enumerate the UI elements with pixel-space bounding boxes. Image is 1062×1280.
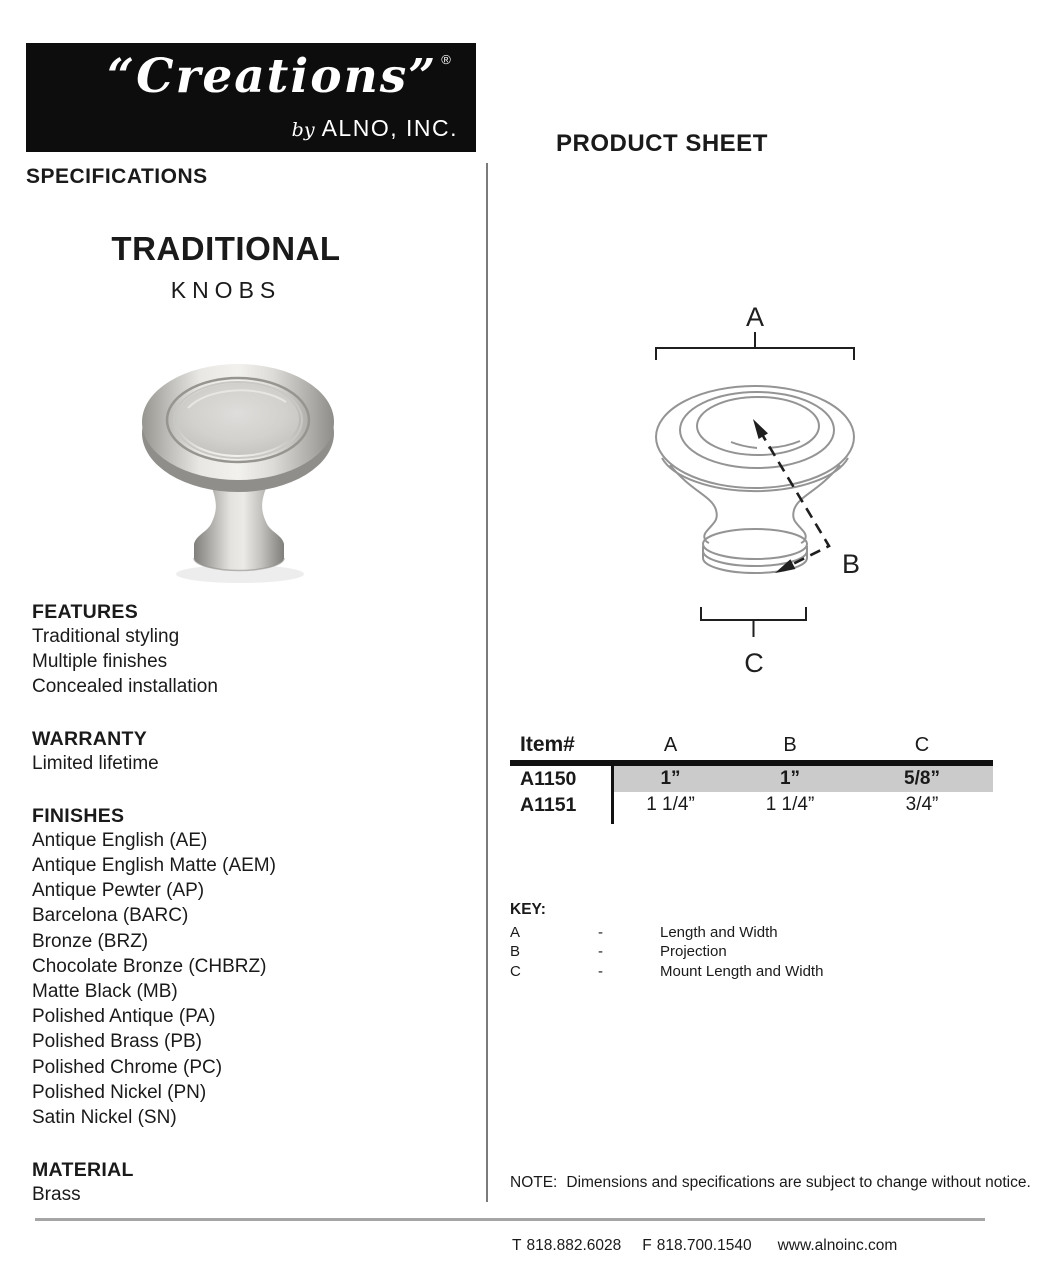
table-row	[510, 792, 993, 818]
finish-item: Antique English (AE)	[32, 829, 208, 851]
disclaimer-note	[510, 1174, 1031, 1192]
warranty-text: Limited lifetime	[32, 752, 159, 774]
phone-number	[512, 1237, 621, 1255]
product-sheet-heading: PRODUCT SHEET	[556, 130, 768, 157]
dimension-diagram	[618, 290, 922, 690]
column-header-b: B	[783, 734, 797, 756]
column-header-c: C	[914, 734, 930, 756]
knob-photo-illustration	[116, 336, 360, 588]
finish-item: Chocolate Bronze (CHBRZ)	[32, 955, 267, 977]
table-body	[510, 766, 993, 818]
footer-contact	[512, 1237, 897, 1255]
finish-item: Polished Nickel (PN)	[32, 1081, 207, 1103]
key-separator: -	[598, 943, 603, 961]
dimensions-table	[510, 732, 993, 818]
key-letter: A	[510, 924, 521, 941]
logo-byline	[292, 115, 458, 142]
finish-item: Polished Antique (PA)	[32, 1006, 216, 1028]
column-divider-line	[486, 163, 488, 1202]
finish-item: Polished Brass (PB)	[32, 1031, 203, 1053]
warranty-heading: WARRANTY	[32, 727, 148, 750]
finish-item: Bronze (BRZ)	[32, 930, 149, 952]
logo-brand-text: “Creations”	[107, 49, 438, 104]
diagram-label-b: B	[842, 549, 861, 579]
key-heading: KEY:	[510, 901, 546, 918]
value-b: 1”	[729, 766, 851, 792]
table-row	[510, 766, 993, 792]
material-heading: MATERIAL	[32, 1159, 134, 1182]
key-letter: B	[510, 943, 521, 961]
website-link: www.alnoinc.com	[777, 1237, 898, 1254]
features-heading: FEATURES	[32, 601, 139, 623]
registered-trademark-icon: ®	[441, 52, 451, 67]
key-row	[510, 923, 950, 942]
product-type-title: KNOBS	[170, 277, 282, 303]
fax-value: 818.700.1540	[656, 1237, 752, 1254]
finish-item: Antique English Matte (AEM)	[32, 855, 276, 877]
column-header-item: Item#	[520, 733, 575, 756]
key-description: Projection	[660, 943, 727, 961]
diagram-label-c: C	[744, 648, 764, 678]
finishes-heading: FINISHES	[32, 804, 125, 827]
creations-logo	[26, 43, 476, 152]
diagram-label-a: A	[745, 302, 765, 332]
key-description: Mount Length and Width	[660, 962, 824, 980]
key-description: Length and Width	[660, 924, 778, 941]
product-family-title: TRADITIONAL	[111, 230, 341, 267]
finish-item: Matte Black (MB)	[32, 981, 178, 1003]
knob-line-art	[656, 386, 854, 573]
fax-number	[642, 1237, 751, 1255]
projection-arrow	[753, 419, 829, 573]
phone-value: 818.882.6028	[526, 1237, 622, 1254]
note-text: Dimensions and specifications are subject to change without notice.	[566, 1174, 1031, 1191]
column-header-a: A	[663, 734, 678, 756]
item-number: A1151	[520, 793, 577, 816]
key-row	[510, 962, 950, 981]
value-b: 1 1/4”	[765, 794, 815, 815]
dimension-key	[510, 900, 950, 981]
logo-by-text: by	[291, 119, 315, 141]
finish-item: Antique Pewter (AP)	[32, 880, 205, 902]
key-row	[510, 942, 950, 961]
value-c: 3/4”	[905, 794, 939, 815]
value-a: 1 1/4”	[646, 794, 695, 815]
finish-item: Polished Chrome (PC)	[32, 1056, 223, 1078]
specifications-heading: SPECIFICATIONS	[26, 165, 208, 188]
finish-item: Barcelona (BARC)	[32, 905, 189, 927]
phone-label: T	[512, 1237, 522, 1254]
value-a: 1”	[612, 766, 729, 792]
table-column-divider	[611, 760, 614, 824]
product-photo	[116, 336, 360, 588]
logo-company-text: ALNO, INC.	[321, 115, 458, 141]
feature-item: Traditional styling	[32, 626, 180, 647]
footer-rule	[35, 1218, 985, 1221]
feature-item: Multiple finishes	[32, 651, 168, 673]
item-number: A1150	[520, 767, 577, 790]
fax-label: F	[642, 1237, 652, 1254]
logo-brand-row	[96, 49, 462, 104]
key-separator: -	[598, 924, 603, 941]
feature-item: Concealed installation	[32, 676, 218, 698]
table-header-row	[510, 732, 993, 760]
note-label: NOTE:	[510, 1174, 558, 1191]
material-text: Brass	[32, 1184, 81, 1206]
left-specifications-text	[32, 600, 472, 1207]
value-c: 5/8”	[851, 766, 993, 792]
finish-item: Satin Nickel (SN)	[32, 1107, 177, 1129]
key-letter: C	[510, 962, 521, 980]
key-separator: -	[598, 962, 603, 980]
